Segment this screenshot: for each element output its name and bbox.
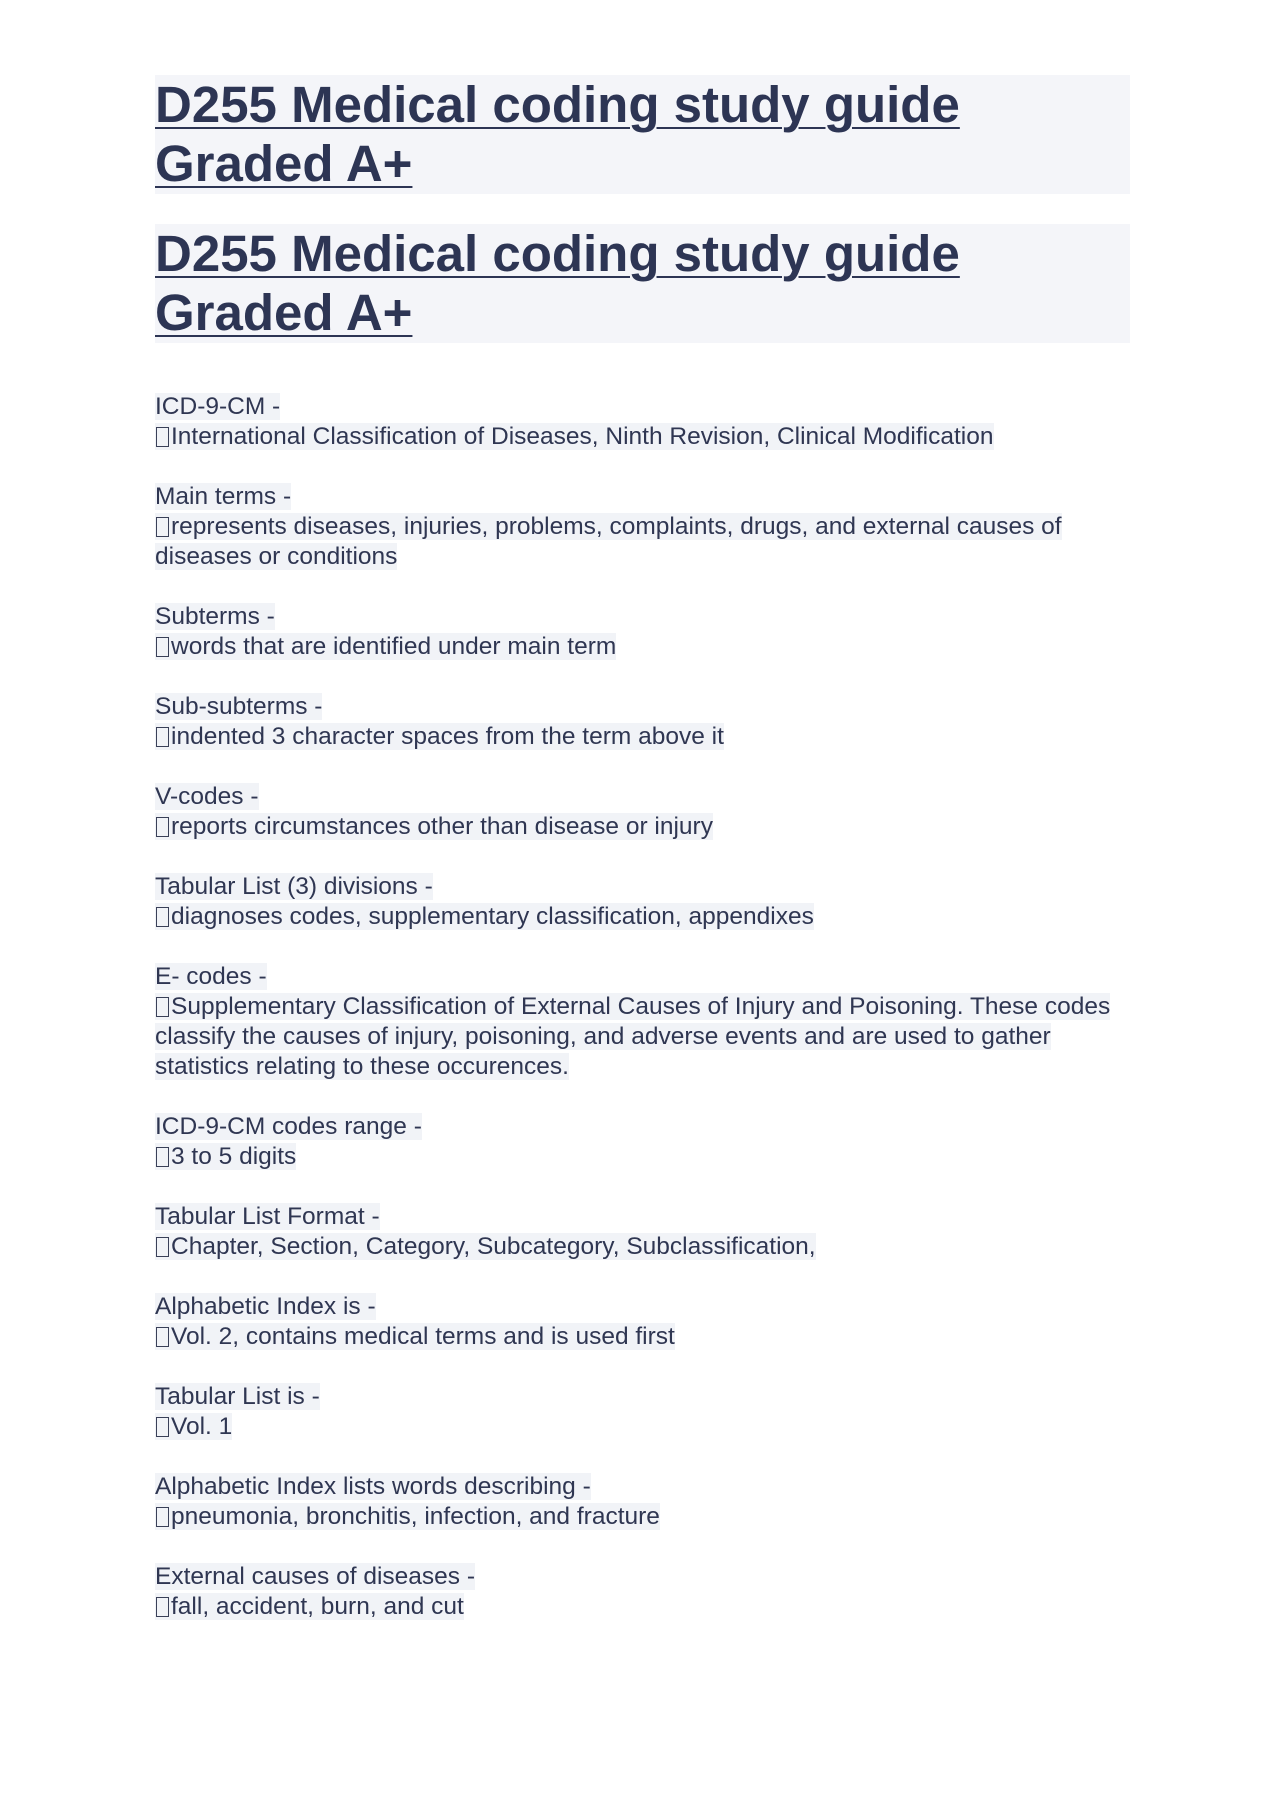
missing-glyph-icon <box>156 1327 169 1347</box>
definition-line <box>155 422 1130 452</box>
missing-glyph-icon <box>156 637 169 657</box>
term-line <box>155 1202 1130 1232</box>
flashcard-list <box>155 392 1130 1622</box>
term-line <box>155 602 1130 632</box>
flashcard-entry <box>155 1472 1130 1532</box>
title-block-2 <box>155 224 1130 343</box>
definition-text: words that are identified under main term <box>171 633 617 660</box>
term-line <box>155 962 1130 992</box>
flashcard-entry <box>155 392 1130 452</box>
definition-line <box>155 1142 1130 1172</box>
definition-line <box>155 992 1130 1082</box>
definition-line <box>155 722 1130 752</box>
definition-text: Vol. 1 <box>171 1413 233 1440</box>
missing-glyph-icon <box>156 1507 169 1527</box>
term-text: Tabular List (3) divisions - <box>155 873 433 900</box>
term-line <box>155 782 1130 812</box>
term-line <box>155 1472 1130 1502</box>
term-text: ICD-9-CM - <box>155 393 281 420</box>
missing-glyph-icon <box>156 817 169 837</box>
definition-text: reports circumstances other than disease or injury <box>171 813 713 840</box>
term-line <box>155 392 1130 422</box>
missing-glyph-icon <box>156 1147 169 1167</box>
term-line <box>155 1292 1130 1322</box>
flashcard-entry <box>155 962 1130 1082</box>
definition-text: Vol. 2, contains medical terms and is used first <box>171 1323 675 1350</box>
title-block-1 <box>155 75 1130 194</box>
definition-text: International Classification of Diseases, Ninth Revision, Clinical Modification <box>171 423 994 450</box>
definition-text: Supplementary Classification of External Causes of Injury and Poisoning. These codes classify the causes of injury, poisoning, and adverse events and are used to gather statistics relating to these occurences. <box>155 993 1111 1080</box>
definition-line <box>155 1322 1130 1352</box>
term-text: ICD-9-CM codes range - <box>155 1113 422 1140</box>
definition-line <box>155 1232 1130 1262</box>
document-title-repeat: D255 Medical coding study guide Graded A+ <box>155 225 960 341</box>
term-line <box>155 872 1130 902</box>
term-text: Main terms - <box>155 483 292 510</box>
missing-glyph-icon <box>156 427 169 447</box>
term-text: V-codes - <box>155 783 259 810</box>
definition-line <box>155 1412 1130 1442</box>
term-text: Sub-subterms - <box>155 693 323 720</box>
missing-glyph-icon <box>156 1597 169 1617</box>
term-text: Tabular List is - <box>155 1383 320 1410</box>
definition-text: fall, accident, burn, and cut <box>171 1593 464 1620</box>
missing-glyph-icon <box>156 727 169 747</box>
missing-glyph-icon <box>156 997 169 1017</box>
term-text: Alphabetic Index is - <box>155 1293 376 1320</box>
flashcard-entry <box>155 1382 1130 1442</box>
flashcard-entry <box>155 1562 1130 1622</box>
flashcard-entry <box>155 782 1130 842</box>
document-page <box>155 75 1130 1652</box>
term-text: Tabular List Format - <box>155 1203 380 1230</box>
missing-glyph-icon <box>156 517 169 537</box>
term-text: External causes of diseases - <box>155 1563 476 1590</box>
definition-text: represents diseases, injuries, problems, complaints, drugs, and external causes of diseases or conditions <box>155 513 1062 570</box>
flashcard-entry <box>155 602 1130 662</box>
flashcard-entry <box>155 1112 1130 1172</box>
definition-line <box>155 632 1130 662</box>
flashcard-entry <box>155 692 1130 752</box>
definition-line <box>155 902 1130 932</box>
definition-text: diagnoses codes, supplementary classification, appendixes <box>171 903 814 930</box>
flashcard-entry <box>155 1292 1130 1352</box>
term-text: Subterms - <box>155 603 275 630</box>
term-line <box>155 482 1130 512</box>
definition-text: indented 3 character spaces from the term above it <box>171 723 724 750</box>
missing-glyph-icon <box>156 907 169 927</box>
definition-text: pneumonia, bronchitis, infection, and fracture <box>171 1503 660 1530</box>
term-line <box>155 1382 1130 1412</box>
term-text: E- codes - <box>155 963 267 990</box>
term-line <box>155 692 1130 722</box>
definition-line <box>155 1592 1130 1622</box>
term-line <box>155 1562 1130 1592</box>
term-text: Alphabetic Index lists words describing - <box>155 1473 591 1500</box>
definition-text: 3 to 5 digits <box>171 1143 297 1170</box>
flashcard-entry <box>155 872 1130 932</box>
term-line <box>155 1112 1130 1142</box>
definition-text: Chapter, Section, Category, Subcategory, Subclassification, <box>171 1233 816 1260</box>
flashcard-entry <box>155 482 1130 572</box>
definition-line <box>155 512 1130 572</box>
document-title: D255 Medical coding study guide Graded A+ <box>155 76 960 192</box>
missing-glyph-icon <box>156 1237 169 1257</box>
missing-glyph-icon <box>156 1417 169 1437</box>
definition-line <box>155 812 1130 842</box>
flashcard-entry <box>155 1202 1130 1262</box>
definition-line <box>155 1502 1130 1532</box>
